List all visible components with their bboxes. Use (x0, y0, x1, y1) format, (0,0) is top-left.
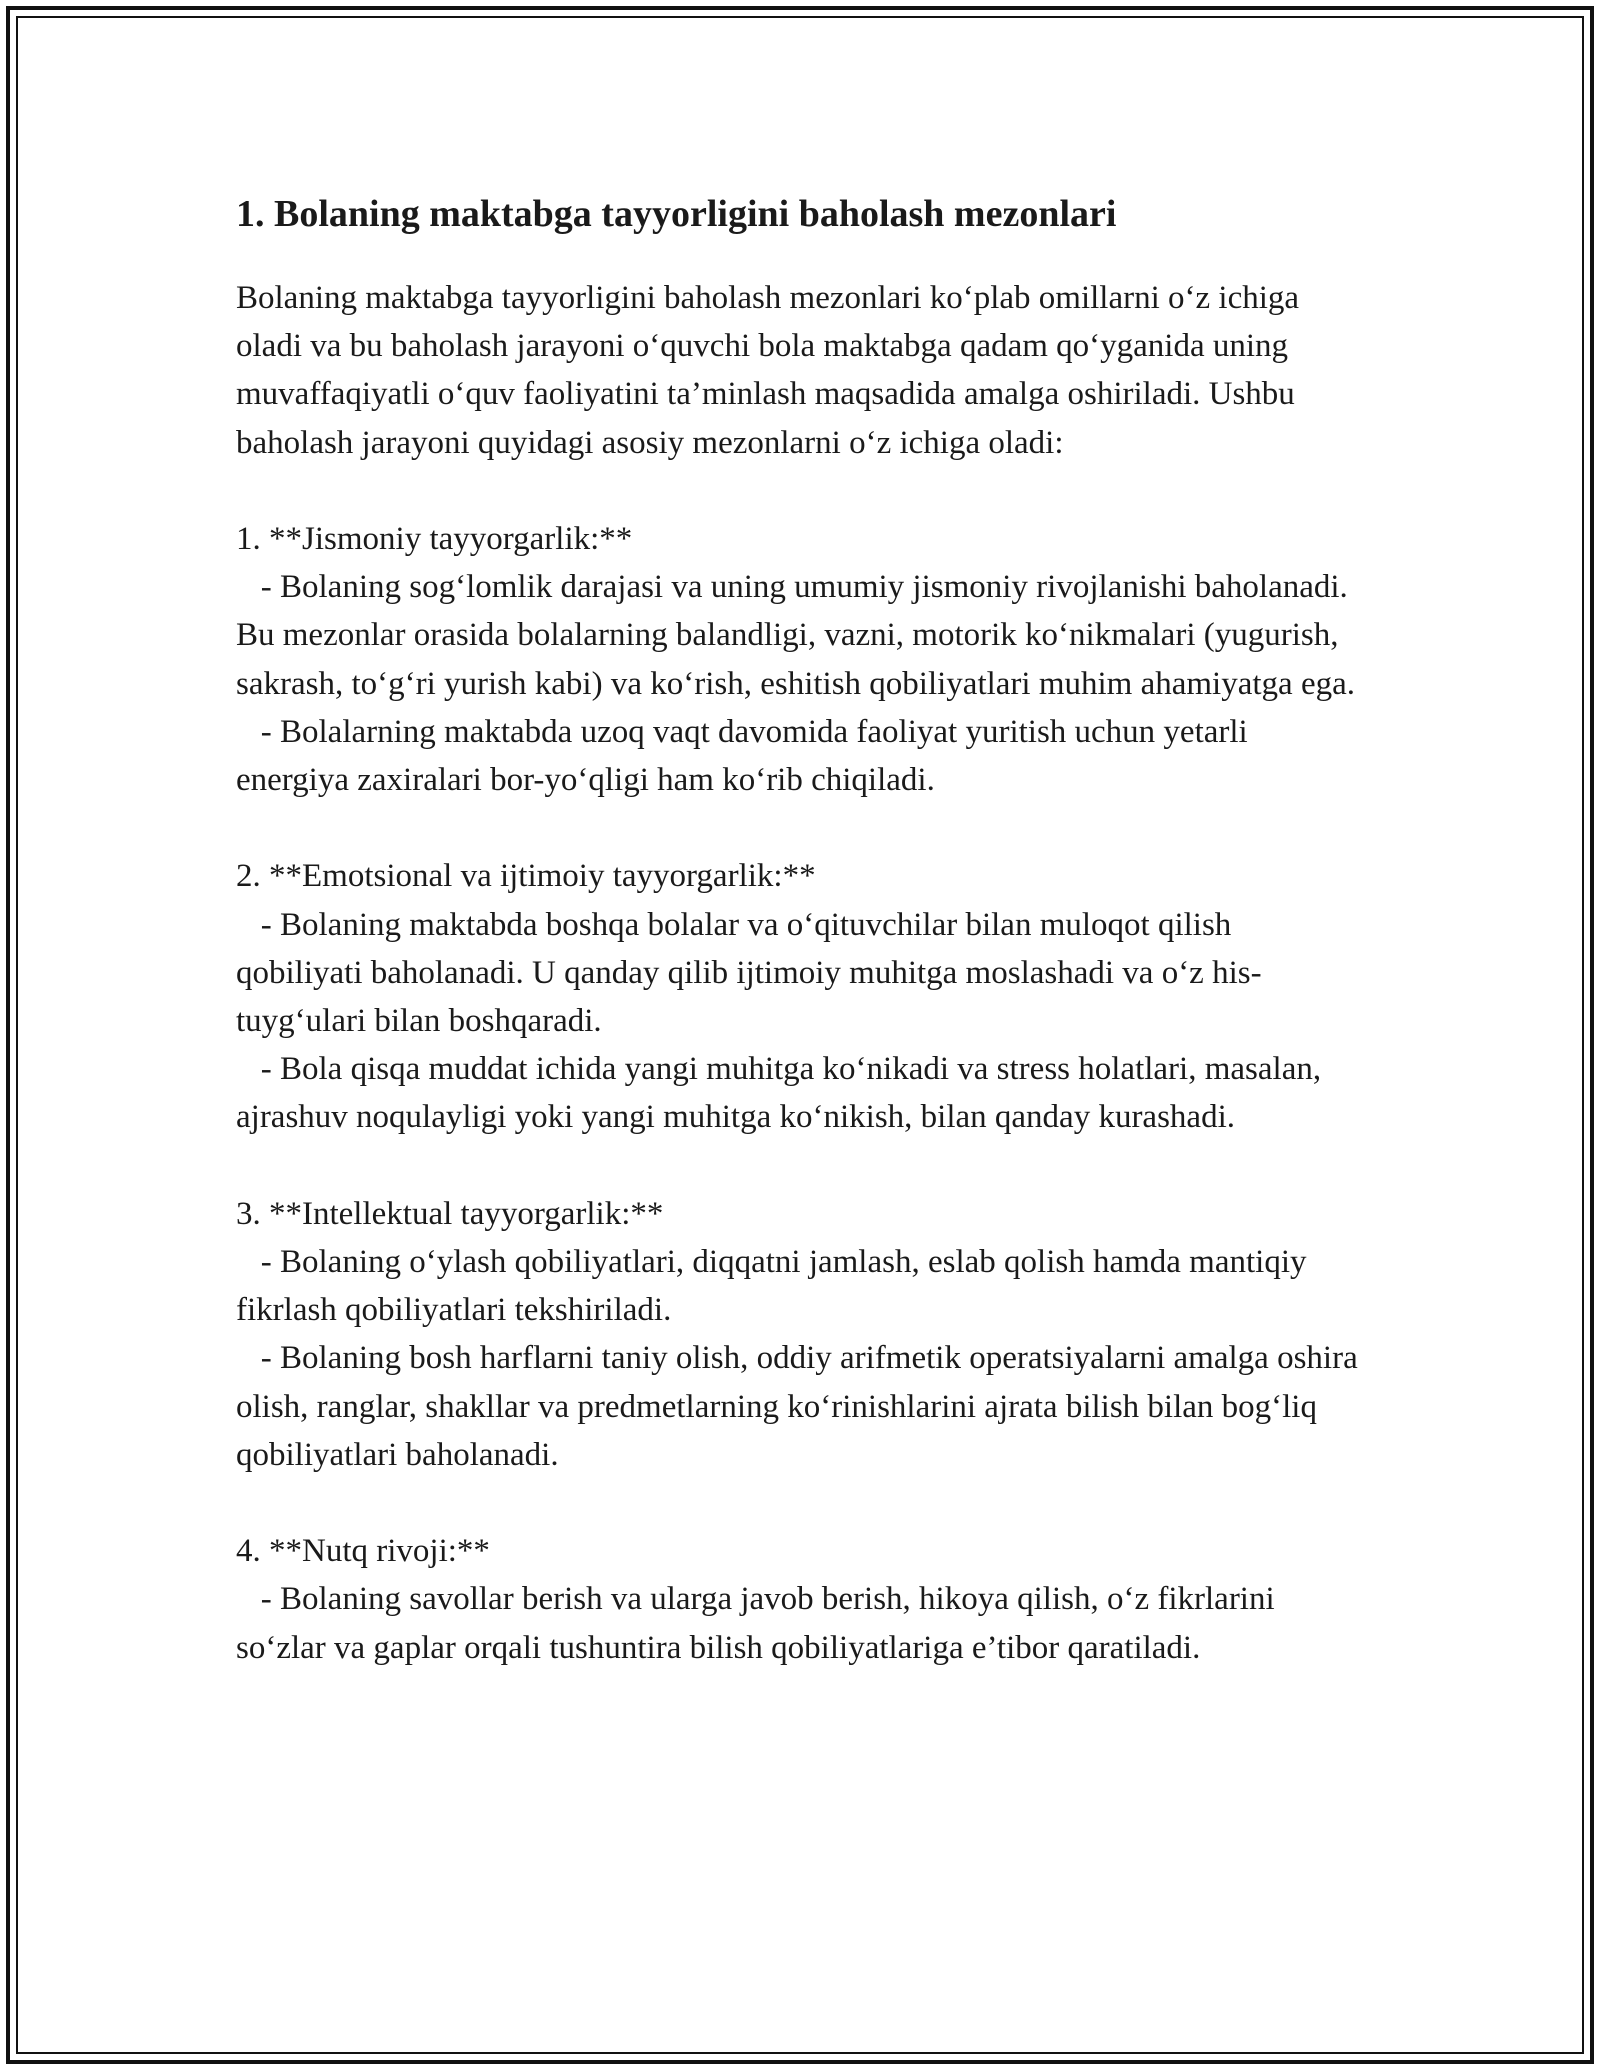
section-speech-development (236, 1527, 1366, 1672)
document-title: 1. Bolaning maktabga tayyorligini baholash mezonlari (236, 193, 1117, 235)
intro-paragraph: Bolaning maktabga tayyorligini baholash mezonlari ko‘plab omillarni o‘z ichiga oladi va bu baholash jarayoni o‘quvchi bola maktabga qadam qo‘yganida uning muvaffaqiyatli o‘quv faoliyatini ta’minlash maqsadida amalga oshiriladi. Ushbu baholash jarayoni quyidagi asosiy mezonlarni o‘z ichiga oladi: (236, 280, 1308, 461)
section-item: - Bolaning sog‘lomlik darajasi va uning umumiy jismoniy rivojlanishi baholanadi. Bu mezonlar orasida bolalarning balandligi, vazni, motorik ko‘nikmalari (yugurish, sakrash, to‘g‘ri yurish kabi) va ko‘rish, eshitish qobiliyatlari muhim ahamiyatga ega. (236, 569, 1357, 702)
section-physical-readiness (236, 515, 1366, 804)
section-heading: 3. **Intellektual tayyorgarlik:** (236, 1195, 664, 1232)
paragraph-gap (236, 804, 1366, 852)
paragraph-gap (236, 467, 1366, 515)
section-heading: 1. **Jismoniy tayyorgarlik:** (236, 521, 633, 557)
section-item: - Bola qisqa muddat ichida yangi muhitga ko‘nikadi va stress holatlari, masalan, ajrashuv noqulayligi yoki yangi muhitga ko‘nikish, bilan qanday kurashadi. (236, 1051, 1330, 1136)
section-item: - Bolaning maktabda boshqa bolalar va o‘qituvchilar bilan muloqot qilish qobiliyati baholanadi. U qanday qilib ijtimoiy muhitga moslashadi va o‘z his-tuyg‘ulari bilan boshqaradi. (236, 906, 1262, 1040)
section-heading: 2. **Emotsional va ijtimoiy tayyorgarlik:** (236, 858, 816, 895)
section-item: - Bolalarning maktabda uzoq vaqt davomida faoliyat yuritish uchun yetarli energiya zaxiralari bor-yo‘qligi ham ko‘rib chiqiladi. (236, 713, 1256, 799)
section-item: - Bolaning o‘ylash qobiliyatlari, diqqatni jamlash, eslab qolish hamda mantiqiy fikrlash qobiliyatlari tekshiriladi. (236, 1244, 1315, 1329)
paragraph-gap (236, 1142, 1366, 1190)
section-item: - Bolaning savollar berish va ularga javob berish, hikoya qilish, o‘z fikrlarini so‘zlar va gaplar orqali tushuntira bilish qobiliyatlariga e’tibor qaratiladi. (236, 1581, 1283, 1666)
section-emotional-social-readiness (236, 852, 1366, 1141)
paragraph-gap (236, 1479, 1366, 1527)
section-item: - Bolaning bosh harflarni taniy olish, oddiy arifmetik operatsiyalarni amalga oshira olish, ranglar, shakllar va predmetlarning ko‘rinishlarini ajrata bilish bilan bog‘liq qobiliyatlari baholanadi. (236, 1340, 1366, 1473)
section-intellectual-readiness (236, 1190, 1366, 1479)
document-body (236, 186, 1366, 1672)
section-heading: 4. **Nutq rivoji:** (236, 1533, 490, 1570)
